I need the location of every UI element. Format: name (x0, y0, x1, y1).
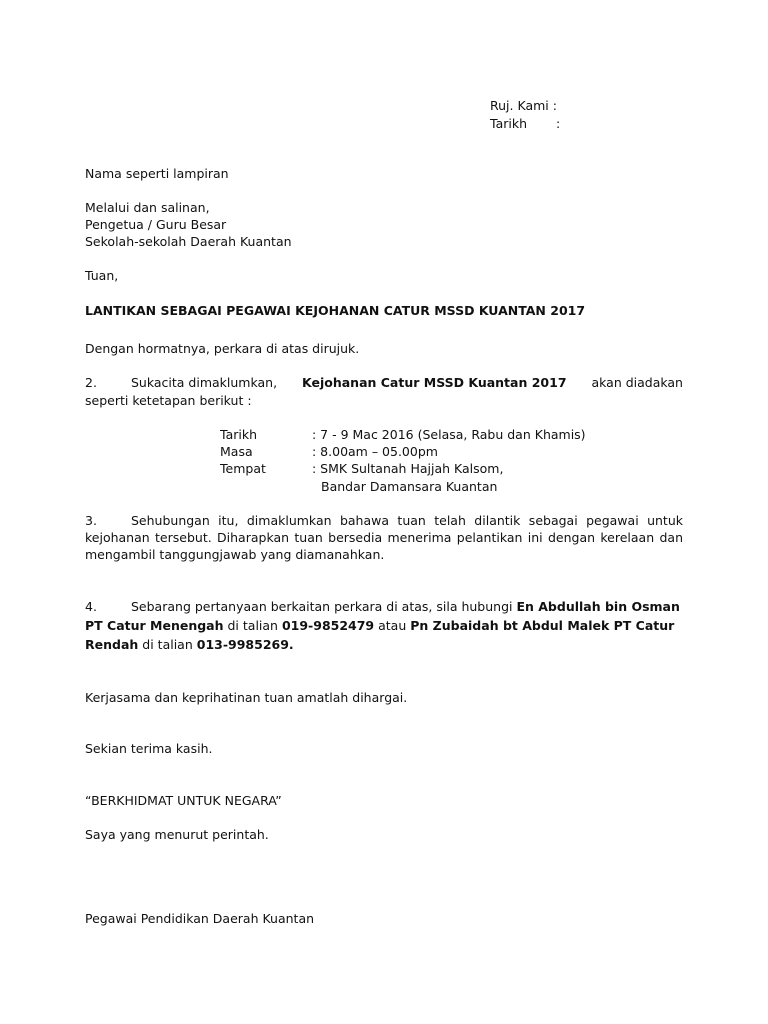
recipient-position: Pengetua / Guru Besar (85, 217, 227, 232)
recipient-name: Nama seperti lampiran (85, 166, 229, 181)
detail-time-value: : 8.00am – 05.00pm (312, 444, 438, 459)
detail-venue-line2: Bandar Damansara Kuantan (321, 479, 498, 494)
para4-line3 (85, 636, 294, 653)
recipient-via: Melalui dan salinan, (85, 200, 210, 215)
para4-text2: di talian (227, 618, 278, 633)
contact1-title: PT Catur Menengah (85, 618, 224, 633)
contact1-name: En Abdullah bin Osman (516, 599, 680, 614)
para2-line1 (131, 374, 683, 391)
detail-venue-value: : SMK Sultanah Hajjah Kalsom, (312, 461, 504, 476)
motto: “BERKHIDMAT UNTUK NEGARA” (85, 793, 282, 808)
para2-text-before: Sukacita dimaklumkan, (131, 375, 278, 390)
para4-number: 4. (85, 599, 97, 614)
para3-line3: mengambil tanggungjawab yang diamanahkan. (85, 547, 385, 562)
para3-line1: Sehubungan itu, dimaklumkan bahawa tuan telah dilantik sebagai pegawai untuk (131, 513, 683, 528)
detail-time-label: Masa (220, 444, 253, 459)
signatory: Pegawai Pendidikan Daerah Kuantan (85, 911, 315, 926)
detail-date-value: : 7 - 9 Mac 2016 (Selasa, Rabu dan Khamis) (312, 427, 586, 442)
opening-line: Dengan hormatnya, perkara di atas dirujuk. (85, 341, 360, 356)
date-label: Tarikh (490, 116, 527, 131)
contact2-title: Rendah (85, 637, 139, 652)
contact2-name: Pn Zubaidah bt Abdul Malek PT Catur (410, 618, 675, 633)
subject-heading: LANTIKAN SEBAGAI PEGAWAI KEJOHANAN CATUR MSSD KUANTAN 2017 (85, 303, 586, 318)
para2-number: 2. (85, 375, 97, 390)
para4-line1 (131, 598, 680, 615)
obedient-line: Saya yang menurut perintah. (85, 827, 269, 842)
para3-line2: kejohanan tersebut. Diharapkan tuan bersedia menerima pelantikan ini dengan kerelaan dan (85, 530, 683, 545)
para2-line2: seperti ketetapan berikut : (85, 393, 252, 408)
reference-label: Ruj. Kami : (490, 98, 557, 113)
contact2-phone: 013-9985269. (196, 637, 294, 652)
contact1-phone: 019-9852479 (281, 618, 375, 633)
para2-text-after: akan diadakan (591, 375, 683, 390)
recipient-schools: Sekolah-sekolah Daerah Kuantan (85, 234, 292, 249)
para4-text1: Sebarang pertanyaan berkaitan perkara di atas, sila hubungi (131, 599, 513, 614)
detail-date-label: Tarikh (220, 427, 257, 442)
thanks-line: Sekian terima kasih. (85, 741, 213, 756)
para3-number: 3. (85, 513, 97, 528)
para4-text4: di talian (142, 637, 193, 652)
appreciation-line: Kerjasama dan keprihatinan tuan amatlah dihargai. (85, 690, 408, 705)
para2-event-name: Kejohanan Catur MSSD Kuantan 2017 (302, 375, 567, 390)
detail-venue-label: Tempat (220, 461, 266, 476)
para4-text3: atau (378, 618, 407, 633)
date-colon: : (556, 116, 561, 131)
salutation: Tuan, (85, 268, 119, 283)
para4-line2 (85, 617, 674, 634)
